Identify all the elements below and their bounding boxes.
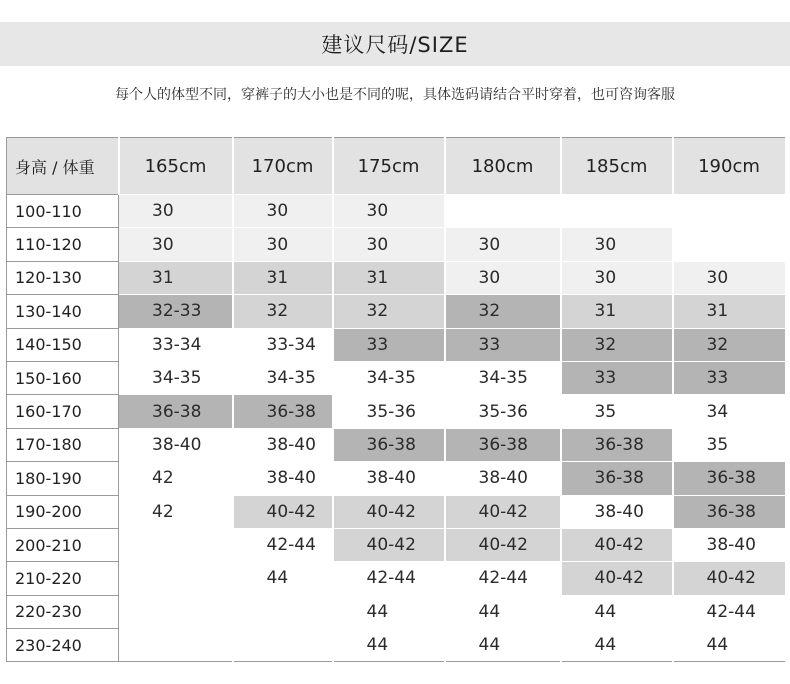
size-cell [119, 528, 233, 561]
size-cell: 38-40 [233, 428, 333, 461]
weight-range-cell: 230-240 [7, 629, 119, 662]
size-cell: 30 [333, 228, 445, 261]
size-cell: 30 [333, 195, 445, 228]
size-cell: 42-44 [445, 562, 561, 595]
size-cell [119, 629, 233, 662]
weight-range-cell: 210-220 [7, 562, 119, 595]
size-cell: 33 [561, 361, 673, 394]
size-cell: 40-42 [673, 562, 786, 595]
size-cell [673, 195, 786, 228]
weight-range-cell: 130-140 [7, 295, 119, 328]
size-cell: 30 [119, 228, 233, 261]
size-cell: 42-44 [673, 595, 786, 628]
size-cell: 30 [119, 195, 233, 228]
table-row [7, 595, 786, 628]
size-cell: 44 [561, 595, 673, 628]
size-cell: 32 [233, 295, 333, 328]
size-cell: 32 [445, 295, 561, 328]
size-cell: 34-35 [333, 361, 445, 394]
size-cell: 36-38 [561, 462, 673, 495]
table-row [7, 528, 786, 561]
size-cell: 33 [333, 328, 445, 361]
size-cell: 36-38 [673, 462, 786, 495]
column-header: 165cm [119, 138, 233, 195]
size-cell: 35-36 [333, 395, 445, 428]
size-cell: 42 [119, 462, 233, 495]
weight-range-cell: 120-130 [7, 261, 119, 294]
table-row [7, 462, 786, 495]
weight-range-cell: 140-150 [7, 328, 119, 361]
column-header: 180cm [445, 138, 561, 195]
table-row [7, 328, 786, 361]
size-cell: 40-42 [233, 495, 333, 528]
size-cell: 34-35 [233, 361, 333, 394]
size-cell: 38-40 [233, 462, 333, 495]
size-cell [673, 228, 786, 261]
size-cell: 30 [233, 195, 333, 228]
table-row [7, 629, 786, 662]
size-cell: 33-34 [119, 328, 233, 361]
size-cell: 36-38 [673, 495, 786, 528]
column-header: 175cm [333, 138, 445, 195]
size-cell: 44 [333, 629, 445, 662]
size-cell: 31 [233, 261, 333, 294]
table-row [7, 295, 786, 328]
page-subtitle: 每个人的体型不同，穿裤子的大小也是不同的呢，具体选码请结合平时穿着，也可咨询客服 [115, 87, 675, 103]
size-cell: 30 [233, 228, 333, 261]
size-cell: 32 [673, 328, 786, 361]
size-cell: 42 [119, 495, 233, 528]
weight-range-cell: 200-210 [7, 528, 119, 561]
table-row [7, 428, 786, 461]
size-cell: 38-40 [561, 495, 673, 528]
weight-range-cell: 100-110 [7, 195, 119, 228]
size-cell: 31 [119, 261, 233, 294]
size-cell [445, 195, 561, 228]
weight-range-cell: 170-180 [7, 428, 119, 461]
size-cell: 44 [673, 629, 786, 662]
size-cell: 31 [673, 295, 786, 328]
table-row [7, 261, 786, 294]
weight-range-cell: 190-200 [7, 495, 119, 528]
size-cell: 36-38 [233, 395, 333, 428]
title-bar [0, 22, 790, 66]
size-cell: 36-38 [119, 395, 233, 428]
table-row [7, 495, 786, 528]
size-chart-table [6, 137, 787, 662]
weight-range-cell: 220-230 [7, 595, 119, 628]
size-cell: 33 [673, 361, 786, 394]
table-header-row [7, 138, 786, 195]
size-cell: 31 [333, 261, 445, 294]
weight-range-cell: 110-120 [7, 228, 119, 261]
table-row [7, 361, 786, 394]
size-cell: 38-40 [673, 528, 786, 561]
size-cell: 36-38 [333, 428, 445, 461]
size-cell: 33-34 [233, 328, 333, 361]
size-cell: 40-42 [561, 528, 673, 561]
size-cell: 30 [445, 261, 561, 294]
size-cell: 44 [333, 595, 445, 628]
table-body [7, 195, 786, 662]
table-row [7, 562, 786, 595]
size-cell: 31 [561, 295, 673, 328]
size-cell: 32 [561, 328, 673, 361]
size-cell: 35 [561, 395, 673, 428]
table-row [7, 395, 786, 428]
size-cell: 30 [673, 261, 786, 294]
size-cell: 30 [561, 228, 673, 261]
weight-range-cell: 150-160 [7, 361, 119, 394]
size-cell: 40-42 [561, 562, 673, 595]
size-cell: 40-42 [333, 495, 445, 528]
size-cell [119, 595, 233, 628]
weight-range-cell: 180-190 [7, 462, 119, 495]
size-cell [561, 195, 673, 228]
size-cell: 42-44 [333, 562, 445, 595]
column-header: 190cm [673, 138, 786, 195]
size-cell: 44 [561, 629, 673, 662]
column-header: 185cm [561, 138, 673, 195]
weight-range-cell: 160-170 [7, 395, 119, 428]
size-cell: 34 [673, 395, 786, 428]
size-cell: 35-36 [445, 395, 561, 428]
size-cell: 30 [445, 228, 561, 261]
size-cell [233, 629, 333, 662]
size-cell: 44 [233, 562, 333, 595]
size-cell: 34-35 [445, 361, 561, 394]
size-cell: 36-38 [445, 428, 561, 461]
size-cell: 35 [673, 428, 786, 461]
size-cell: 42-44 [233, 528, 333, 561]
size-cell: 38-40 [333, 462, 445, 495]
size-cell: 33 [445, 328, 561, 361]
corner-header: 身高 / 体重 [7, 138, 119, 195]
size-cell: 38-40 [445, 462, 561, 495]
table-row [7, 228, 786, 261]
size-cell: 40-42 [445, 495, 561, 528]
table-row [7, 195, 786, 228]
size-cell [119, 562, 233, 595]
size-cell: 44 [445, 629, 561, 662]
size-cell: 44 [445, 595, 561, 628]
size-cell: 30 [561, 261, 673, 294]
size-cell: 32 [333, 295, 445, 328]
page-title: 建议尺码/SIZE [321, 33, 469, 57]
size-cell: 34-35 [119, 361, 233, 394]
size-cell [233, 595, 333, 628]
size-cell: 40-42 [445, 528, 561, 561]
size-cell: 38-40 [119, 428, 233, 461]
column-header: 170cm [233, 138, 333, 195]
size-cell: 40-42 [333, 528, 445, 561]
size-cell: 36-38 [561, 428, 673, 461]
size-cell: 32-33 [119, 295, 233, 328]
